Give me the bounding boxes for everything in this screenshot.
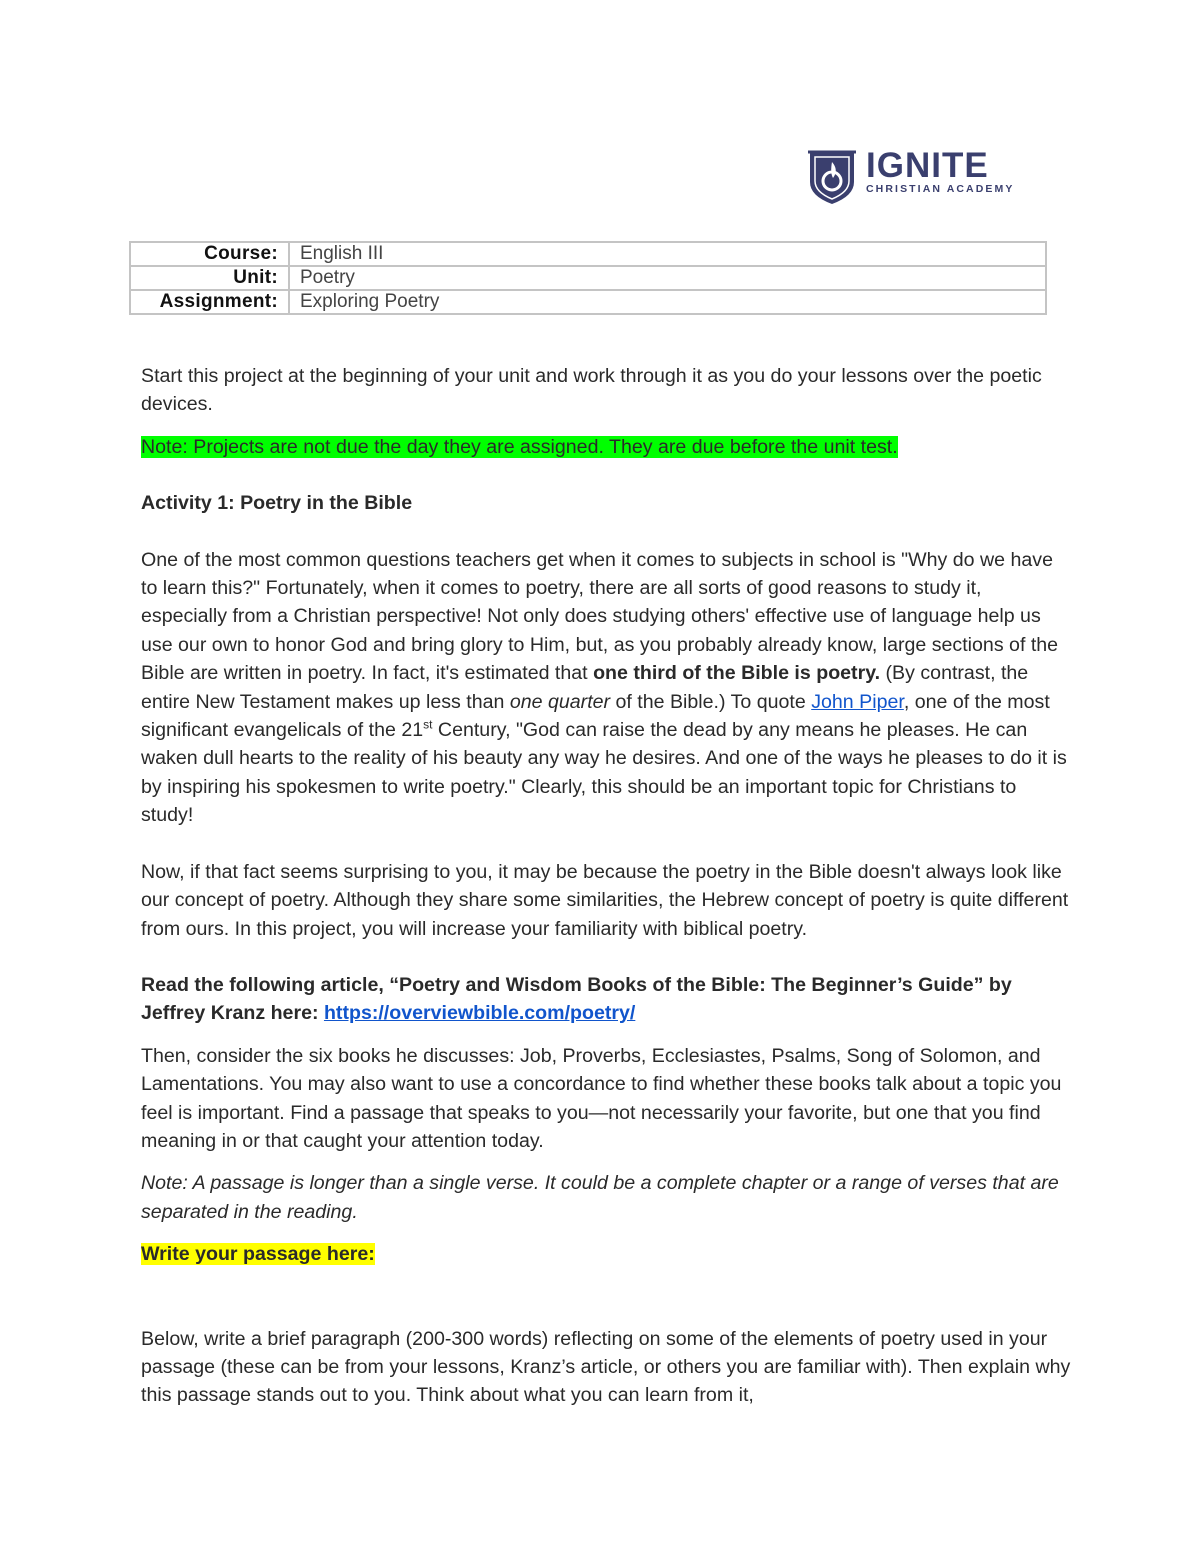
superscript: st (423, 717, 433, 732)
bible-poetry-paragraph (141, 546, 1071, 830)
course-label: Course: (130, 242, 289, 266)
activity-heading: Activity 1: Poetry in the Bible (141, 492, 413, 515)
passage-note-text: Note: A passage is longer than a single verse. It could be a complete chapter or a range of verses that are separated in the reading. (141, 1172, 1059, 1223)
assignment-value: Exploring Poetry (289, 290, 1046, 314)
unit-label: Unit: (130, 266, 289, 290)
unit-value: Poetry (289, 266, 1046, 290)
course-value: English III (289, 242, 1046, 266)
books-paragraph: Then, consider the six books he discusses: Job, Proverbs, Ecclesiastes, Psalms, Song of Solomon, and Lamentations. You may also want to use a concordance to find whether these books talk about a topic you feel is important. Find a passage that speaks to you—not necessarily your favorite, but one that you find meaning in or that caught your attention today. (141, 1044, 1062, 1152)
text-run: One of the most common questions teachers get when it comes to subjects in school is "Why do we have to learn this?" Fortunately, when it comes to poetry, there are all sorts of good reasons to study it, especially from a Christian perspective! Not only does studying others' effective use of language help us use our own to honor God and bring glory to Him, but, as you probably already know, large sections of the Bible are written in poetry. In fact, it's estimated that (141, 548, 1059, 685)
due-note (141, 433, 1071, 461)
logo-subtitle: CHRISTIAN ACADEMY (866, 183, 1015, 195)
italic-text: one quarter (509, 690, 611, 713)
write-prompt-highlight: Write your passage here: (141, 1243, 375, 1266)
text-run: , one of the most significant evangelicals of the 21 (141, 690, 1050, 742)
logo-brand: IGNITE (866, 146, 989, 185)
document-body (141, 362, 1071, 1410)
table-row (130, 290, 1046, 314)
passage-note (141, 1169, 1071, 1226)
john-piper-link[interactable]: John Piper (811, 690, 904, 713)
text-run: Century, "God can raise the dead by any means he pleases. He can waken dull hearts to the reality of his beauty any way he desires. And one of the ways he pleases to do it is by inspiring his spokesmen to write poetry." Clearly, this should be an important topic for Christians to study! (141, 719, 1067, 827)
assignment-label: Assignment: (130, 290, 289, 314)
read-instruction (141, 971, 1071, 1028)
shield-flame-icon (806, 148, 858, 206)
text-run: of the Bible.) To quote (610, 690, 812, 713)
course-info-table (129, 241, 1047, 315)
due-note-highlight: Note: Projects are not due the day they are assigned. They are due before the unit test. (141, 435, 898, 458)
ignite-logo (806, 148, 1028, 208)
reflection-instructions: Below, write a brief paragraph (200-300 words) reflecting on some of the elements of poetry used in your passage (these can be from your lessons, Kranz’s article, or others you are familiar with). Then explain why this passage stands out to you. Think about what you can learn from it, (141, 1327, 1071, 1407)
intro-paragraph: Start this project at the beginning of your unit and work through it as you do your lessons over the poetic devices. (141, 365, 1042, 416)
table-row (130, 242, 1046, 266)
table-row (130, 266, 1046, 290)
text-run: (By contrast, the entire New Testament makes up less than (141, 662, 1029, 713)
hebrew-poetry-paragraph: Now, if that fact seems surprising to you, it may be because the poetry in the Bible doesn't always look like our concept of poetry. Although they share some similarities, the Hebrew concept of poetry is quite different from ours. In this project, you will increase your familiarity with biblical poetry. (141, 860, 1069, 940)
overviewbible-link[interactable]: https://overviewbible.com/poetry/ (323, 1002, 636, 1025)
bold-fact: one third of the Bible is poetry. (593, 662, 881, 685)
write-passage-prompt (141, 1240, 1071, 1268)
read-instruction-text: Read the following article, “Poetry and Wisdom Books of the Bible: The Beginner’s Guide” by Jeffrey Kranz here: (141, 973, 1012, 1025)
